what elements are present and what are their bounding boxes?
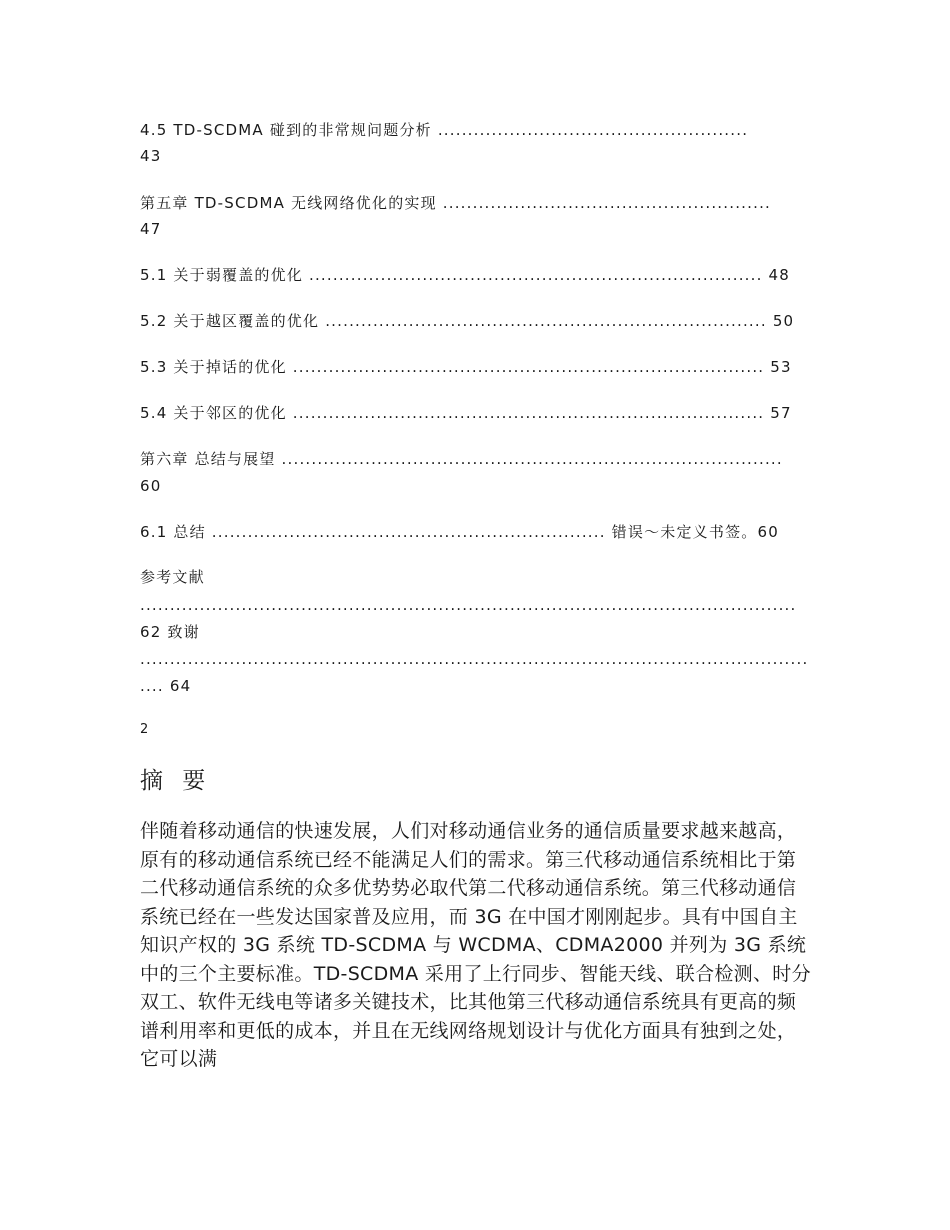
toc-leader: ............................................................................... — [292, 404, 765, 422]
toc-entry-5-1[interactable] — [140, 265, 790, 285]
toc-leader: ....................................................... — [442, 194, 772, 212]
toc-page-number: 48 — [768, 266, 791, 284]
page-number: 2 — [140, 722, 149, 737]
toc-leader: .................................................... — [437, 121, 749, 139]
toc-page-number: 43 — [140, 147, 162, 165]
toc-title: 参考文献 — [140, 568, 205, 586]
toc-page-number: 57 — [770, 404, 792, 422]
toc-page-number: 60 — [140, 477, 162, 495]
toc-title: 致谢 — [167, 623, 200, 641]
toc-entry-4-5[interactable] — [140, 120, 748, 140]
toc-title: 6.1 总结 — [140, 523, 206, 541]
toc-entry-5-4[interactable] — [140, 403, 792, 423]
toc-page-number: 47 — [140, 220, 162, 238]
toc-page-number: .... 64 — [140, 677, 192, 695]
toc-leader: ............................................................................ — [309, 266, 763, 284]
toc-title: 4.5 TD-SCDMA 碰到的非常规问题分析 — [140, 121, 432, 139]
toc-title: 5.3 关于掉话的优化 — [140, 358, 287, 376]
toc-page-number: 53 — [770, 358, 792, 376]
abstract-body: 伴随着移动通信的快速发展，人们对移动通信业务的通信质量要求越来越高，原有的移动通信系统已经不能满足人们的需求。第三代移动通信系统相比于第二代移动通信系统的众多优势势必取代第二代移动通信系统。第三代移动通信系统已经在一些发达国家普及应用，而 3G 在中国才刚刚起步。具有中国自主知识产权的 3G 系统 TD-SCDMA 与 WCDMA、CDMA2000 并列为 3G 系统中的三个主要标准。TD-SCDMA 采用了上行同步、智能天线、联合检测、时分双工、软件无线电等诸多关键技术，比其他第三代移动通信系统具有更高的频谱利用率和更低的成本，并且在无线网络规划设计与优化方面具有独到之处，它可以满 — [140, 820, 811, 1070]
toc-entry-6-1[interactable] — [140, 522, 779, 542]
toc-title: 5.2 关于越区覆盖的优化 — [140, 312, 320, 330]
toc-leader: .................................................................................... — [281, 450, 783, 468]
toc-leader: ................................................................................................................ — [140, 650, 809, 668]
toc-entry-references[interactable] — [140, 567, 205, 587]
toc-title: 第五章 TD-SCDMA 无线网络优化的实现 — [140, 194, 437, 212]
toc-leader: .............................................................................................................. — [140, 596, 797, 614]
toc-leader: ............................................................................... — [292, 358, 765, 376]
toc-entry-chapter-5[interactable] — [140, 193, 771, 213]
toc-entry-chapter-6[interactable] — [140, 449, 783, 469]
toc-title: 5.1 关于弱覆盖的优化 — [140, 266, 304, 284]
toc-entry-5-3[interactable] — [140, 357, 792, 377]
toc-title: 第六章 总结与展望 — [140, 450, 276, 468]
toc-page-number: 错误～未定义书签。60 — [611, 523, 779, 541]
abstract-heading: 摘 要 — [140, 768, 212, 794]
toc-page-number: 50 — [772, 312, 795, 330]
toc-leader: .......................................................................... — [325, 312, 767, 330]
toc-entry-acknowledgements[interactable] — [140, 622, 200, 642]
toc-entry-5-2[interactable] — [140, 311, 794, 331]
toc-title: 5.4 关于邻区的优化 — [140, 404, 287, 422]
toc-leader: .................................................................. — [211, 523, 606, 541]
toc-page-number: 62 — [140, 623, 162, 641]
